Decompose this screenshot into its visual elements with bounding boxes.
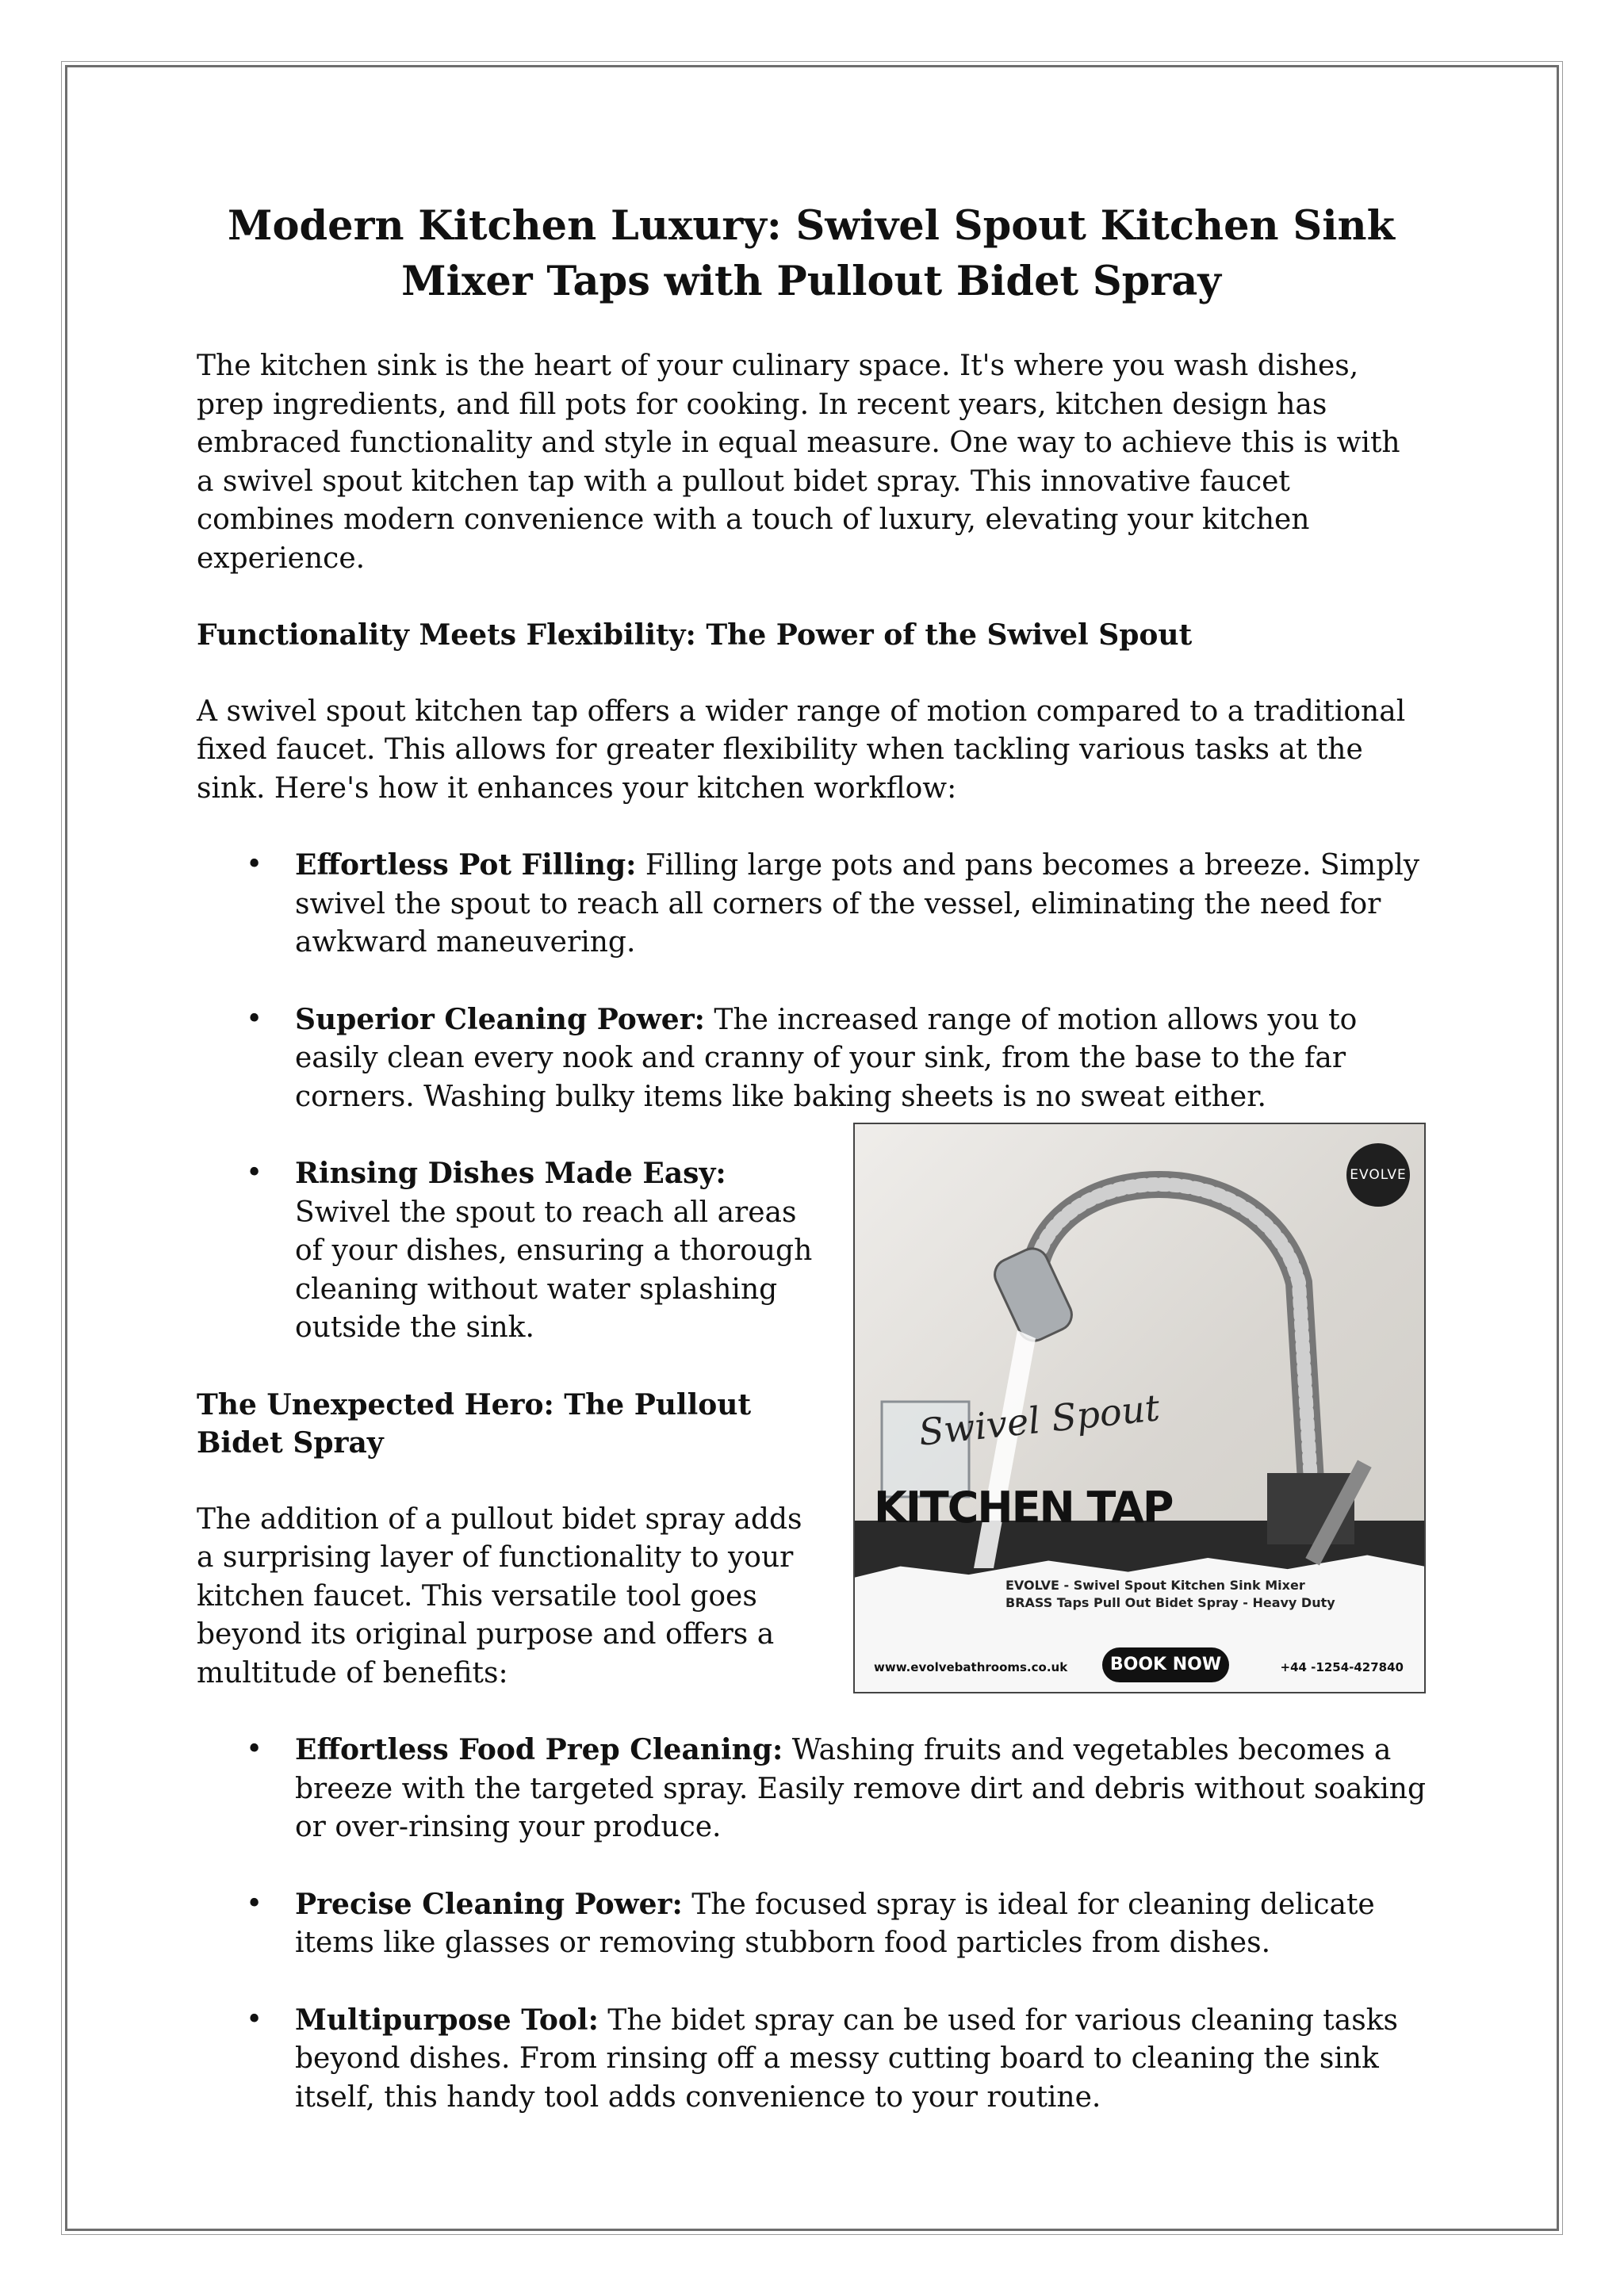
ad-headline: KITCHEN TAP (874, 1483, 1173, 1533)
list-item (197, 1731, 1426, 1847)
list-item-text: Washing fruits and vegetables becomes a breeze with the targeted spray. Easily remove dirt and debris without soaking or over-rinsing your produce. (295, 1734, 1426, 1843)
book-now-button: BOOK NOW (1102, 1647, 1229, 1682)
section1-list (197, 846, 1426, 1116)
section1-paragraph: A swivel spout kitchen tap offers a wider range of motion compared to a traditional fixed faucet. This allows for greater flexibility when tackling various tasks at the sink. Here's how it enhances your kitchen workflow: (197, 695, 1406, 805)
section1-heading: Functionality Meets Flexibility: The Power of the Swivel Spout (197, 618, 1193, 652)
list-item-label: Precise Cleaning Power: (295, 1887, 683, 1921)
list-item (197, 1001, 1426, 1117)
ad-script-text: Swivel Spout (917, 1386, 1162, 1454)
ad-product-line-2: BRASS Taps Pull Out Bidet Spray - Heavy Duty (1005, 1595, 1335, 1610)
list-item (197, 1885, 1426, 1963)
intro-paragraph: The kitchen sink is the heart of your culinary space. It's where you wash dishes, prep ingredients, and fill pots for cooking. In recent years, kitchen design has embraced functionality and style in equal measure. One way to achieve this is with a swivel spout kitchen tap with a pullout bidet spray. This innovative faucet combines modern convenience with a touch of luxury, elevating your kitchen experience. (197, 350, 1400, 575)
document-title: Modern Kitchen Luxury: Swivel Spout Kitchen Sink Mixer Taps with Pullout Bidet Spray (228, 202, 1395, 305)
document-body (197, 198, 1426, 2155)
ad-phone: +44 -1254-427840 (1280, 1660, 1404, 1674)
section2-heading: The Unexpected Hero: The Pullout Bidet Spray (197, 1387, 752, 1460)
list-item-text: Filling large pots and pans becomes a breeze. Simply swivel the spout to reach all corners of the vessel, eliminating the need for awkward maneuvering. (295, 849, 1420, 959)
section2-list (197, 1731, 1426, 2117)
list-item-label: Effortless Pot Filling: (295, 848, 637, 882)
list-item-text: The bidet spray can be used for various cleaning tasks beyond dishes. From rinsing off a messy cutting board to cleaning the sink itself, this handy tool adds convenience to your routine. (295, 2003, 1398, 2114)
section2-paragraph: The addition of a pullout bidet spray adds a surprising layer of functionality to your kitchen faucet. This versatile tool goes beyond its original purpose and offers a multitude of benefits: (197, 1502, 802, 1689)
list-item-label: Rinsing Dishes Made Easy: (295, 1157, 726, 1190)
list-item (197, 846, 1426, 962)
evolve-logo: EVOLVE (1346, 1143, 1410, 1207)
list-item (197, 1154, 1426, 1348)
list-item-label: Multipurpose Tool: (295, 2003, 599, 2037)
list-item-label: Superior Cleaning Power: (295, 1002, 705, 1036)
list-item-label: Effortless Food Prep Cleaning: (295, 1733, 783, 1766)
list-item-text: The focused spray is ideal for cleaning delicate items like glasses or removing stubborn food particles from dishes. (295, 1888, 1375, 1959)
list-item-text: Swivel the spout to reach all areas of your dishes, ensuring a thorough cleaning without water splashing outside the sink. (295, 1196, 813, 1344)
list-item-text: The increased range of motion allows you to easily clean every nook and cranny of your sink, from the base to the far corners. Washing bulky items like baking sheets is no sweat either. (295, 1003, 1358, 1113)
ad-product-line-1: EVOLVE - Swivel Spout Kitchen Sink Mixer (1005, 1578, 1305, 1593)
list-item (197, 2001, 1426, 2118)
ad-website: www.evolvebathrooms.co.uk (874, 1660, 1068, 1674)
section1-list-continued (197, 1154, 1426, 1348)
